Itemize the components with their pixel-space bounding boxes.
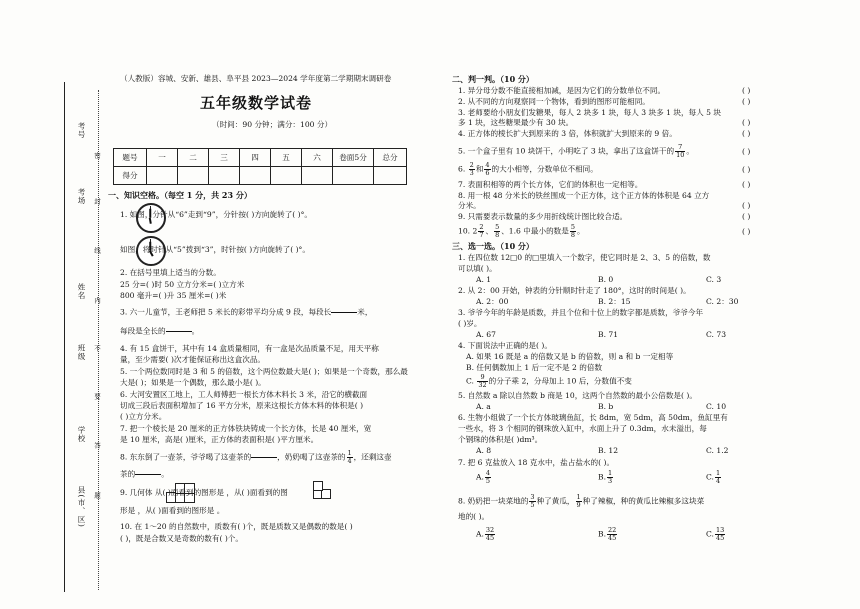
- q2-line: 2. 在括号里填上适当的分数。: [120, 268, 221, 277]
- score-head: 总分: [374, 149, 407, 167]
- judge-answer-9[interactable]: ( ): [742, 212, 751, 221]
- score-head: 题号: [114, 149, 147, 167]
- choice-q6-line2: 一些水，将 3 个相同的钢珠放入缸中，水面上升了 0.3dm，水未溢出，每: [458, 424, 707, 433]
- q8-text2: 茶的: [120, 469, 136, 479]
- fraction: $\frac{1}{4}$: [715, 469, 721, 485]
- answer-fraction-blank[interactable]: [135, 468, 161, 481]
- fraction: $\frac{13}{45}$: [715, 526, 725, 542]
- judge-item-10: 10. 2 $\frac{2}{7}$ 、 $\frac{5}{8}$ 、1.6 中最小的数是 $\frac{5}{8}$ 。: [458, 223, 585, 239]
- view-shape: [313, 481, 323, 491]
- q3-line1: 3. 六一儿童节，王老师把 5 米长的彩带平均分成 9 段，每段长 米，: [120, 306, 372, 319]
- label-kaohao: 考号: [77, 122, 86, 139]
- judge-item-4: 4. 正方体的棱长扩大到原来的 3 倍，体积就扩大到原来的 9 倍。: [458, 129, 677, 138]
- option-a[interactable]: A. 2：00: [476, 297, 509, 306]
- fraction: $\frac{22}{45}$: [608, 526, 617, 542]
- option-c[interactable]: C. 3: [706, 275, 722, 284]
- q2-line: 25 分=( )时 50 立方分米=( )立方米: [120, 280, 245, 289]
- option-c[interactable]: C. $\frac{1}{4}$: [706, 469, 721, 485]
- answer-fraction-blank[interactable]: [166, 325, 192, 338]
- score-cell[interactable]: [271, 167, 302, 185]
- q7-line2: 是 10 厘米，高是( )厘米，正方体的表面积是( )平方厘米。: [120, 435, 319, 444]
- score-cell[interactable]: [147, 167, 178, 185]
- fraction: $\frac{32}{45}$: [485, 526, 495, 542]
- judge-item-5: 5. 一个盒子里有 10 块饼干，小明吃了 3 块，拿出了这盒饼干的 $\frac{7}{10}$ 。: [458, 143, 694, 159]
- seal-char: 不: [93, 345, 101, 353]
- option-a[interactable]: A. 1: [476, 275, 492, 284]
- q10-line2: ( )，既是合数又是奇数的数有( )个。: [120, 534, 243, 543]
- seal-char: 线: [93, 247, 101, 255]
- choice-q7: 7. 把 6 克盐放入 18 克水中，盐占盐水的( )。: [458, 458, 615, 467]
- choice-q2: 2. 从 2：00 开始，钟表的分针顺时针走了 180°，这时的时间是( )。: [458, 286, 691, 295]
- fraction: $\frac{1}{9}$: [576, 493, 581, 509]
- option-a[interactable]: A. 8: [476, 446, 492, 455]
- judge-answer-1[interactable]: ( ): [742, 86, 751, 95]
- option-c[interactable]: C. 1.2: [706, 446, 729, 455]
- seal-char: 答: [93, 442, 101, 450]
- judge-answer-6[interactable]: ( ): [742, 165, 751, 174]
- q9-line2: 形是 ，从( )面看到的图形是 。: [120, 506, 225, 515]
- score-cell: 得分: [114, 167, 147, 185]
- q4-line1: 4. 有 15 盒饼干，其中有 14 盒质量相同，有一盒是次品质量不足，用天平称: [120, 344, 379, 353]
- q5-line1: 5. 一个两位数同时是 3 和 5 的倍数，这个两位数最大是( )；如果是一个奇数，那么最: [120, 367, 408, 376]
- option-c[interactable]: C. 2：30: [706, 297, 739, 306]
- choice-q1-line2: 可以填( )。: [458, 264, 497, 273]
- seal-dotted-line: [98, 90, 99, 590]
- seal-char: 密: [93, 152, 101, 160]
- fraction: $\frac{4}{5}$: [485, 469, 491, 485]
- exam-subtitle: （人教版）容城、安新、雄县、阜平县 2023—2024 学年度第二学期期末调研卷: [120, 74, 392, 83]
- answer-fraction-blank[interactable]: [251, 451, 277, 464]
- option-b[interactable]: B. $\frac{22}{45}$: [598, 526, 617, 542]
- judge-item-1: 1. 异分母分数不能直接相加减，是因为它们的分数单位不同。: [458, 86, 666, 95]
- option-a[interactable]: A. 如果 16 既是 a 的倍数又是 b 的倍数，则 a 和 b 一定相等: [466, 352, 674, 361]
- label-banji: 班级: [77, 344, 86, 361]
- option-c[interactable]: C. $\frac{13}{45}$: [706, 526, 725, 542]
- choice-q8-line2: 地的( )。: [458, 512, 490, 521]
- fraction: $\frac{3}{5}$: [530, 493, 535, 509]
- option-c[interactable]: C. 73: [706, 330, 727, 339]
- choice-q8-line1: 8. 奶奶把一块菜地的 $\frac{3}{5}$ 种了黄瓜， $\frac{1}{9}$ 种了辣椒，种的黄瓜比辣椒多这块菜: [458, 493, 705, 509]
- choice-q3-line1: 3. 爷爷今年的年龄是质数，并且个位和十位上的数字都是质数，爷爷今年: [458, 308, 704, 317]
- option-c[interactable]: C. 10: [706, 402, 727, 411]
- score-cell[interactable]: [178, 167, 209, 185]
- q8-text: 8. 东东倒了一壶茶，爷爷喝了这壶茶的: [120, 452, 252, 462]
- fraction: $\frac{9}{32}$: [478, 373, 487, 389]
- q10-line1: 10. 在 1～20 的自然数中，质数有( )个，既是质数又是偶数的数是( ): [120, 522, 353, 531]
- answer-fraction-blank[interactable]: [331, 306, 357, 319]
- score-cell[interactable]: [240, 167, 271, 185]
- judge-item-8b: 分米。: [458, 201, 481, 210]
- q2-line: 800 毫升=( )升 35 厘米=( )米: [120, 291, 227, 300]
- judge-5-text: 5. 一个盒子里有 10 块饼干，小明吃了 3 块，拿出了这盒饼干的: [458, 146, 675, 156]
- score-cell[interactable]: [302, 167, 333, 185]
- score-head: 四: [240, 149, 271, 167]
- section3-heading: 三、选一选。（10 分）: [452, 241, 534, 251]
- score-head: 六: [302, 149, 333, 167]
- option-b[interactable]: B. 0: [598, 275, 614, 284]
- score-table: [113, 148, 407, 185]
- option-c[interactable]: C. $\frac{9}{32}$ 的分子乘 2，分母加上 10 后，分数值不变: [466, 373, 632, 389]
- q6-line1: 6. 大河安置区工地上，工人师傅把一根长方体木料长 3 米，沿它的横截面: [120, 390, 368, 399]
- sidebar-rule: [64, 82, 65, 592]
- judge-answer-10[interactable]: ( ): [742, 227, 751, 236]
- fraction: $\frac{4}{6}$: [485, 161, 490, 177]
- choice-q4: 4. 下面说法中正确的是( )。: [458, 341, 552, 350]
- seal-char: 题: [93, 492, 101, 500]
- fraction: $\frac{5}{8}$: [495, 223, 500, 239]
- q8-line1: 8. 东东倒了一壶茶，爷爷喝了这壶茶的 ，奶奶喝了这壶茶的 $\frac{1}{4}$ ，还剩这壶: [120, 449, 392, 465]
- fraction: $\frac{5}{8}$: [570, 223, 575, 239]
- score-head: 卷面5分: [333, 149, 374, 167]
- score-cell[interactable]: [374, 167, 407, 185]
- seal-char: 要: [93, 393, 101, 401]
- exam-meta: （时间：90 分钟；满分：100 分）: [212, 120, 333, 129]
- judge-answer-2[interactable]: ( ): [742, 97, 751, 106]
- fraction: $\frac{7}{10}$: [676, 143, 685, 159]
- q8-line2: 茶的 。: [120, 468, 169, 481]
- judge-answer-5[interactable]: ( ): [742, 147, 751, 156]
- section2-heading: 二、判一判。（10 分）: [452, 74, 534, 84]
- seal-char: 封: [93, 198, 101, 206]
- judge-answer-7[interactable]: ( ): [742, 180, 751, 189]
- score-head: 一: [147, 149, 178, 167]
- option-a[interactable]: A. $\frac{32}{45}$: [476, 526, 495, 542]
- q7-line1: 7. 把一个棱长是 20 厘米的正方体铁块铸成一个长方体，长是 40 厘米，宽: [120, 424, 372, 433]
- fraction: $\frac{1}{3}$: [608, 469, 613, 485]
- score-cell[interactable]: [209, 167, 240, 185]
- label-xuexiao: 学校: [77, 426, 86, 443]
- judge-item-9: 9. 只需要表示数量的多少用折线统计图比较合适。: [458, 212, 628, 221]
- section1-heading: 一、知识空格。（每空 1 分，共 23 分）: [108, 190, 252, 200]
- q1-line2: 如图，将时针从“5”拨到“3”，时针按( )方向旋转了( )°。: [120, 245, 310, 254]
- judge-item-3b: 多 1 块，这些糖果最少有 30 块。: [458, 118, 574, 127]
- score-cell[interactable]: [333, 167, 374, 185]
- label-xingming: 姓名: [77, 283, 86, 300]
- judge-answer-8[interactable]: ( ): [742, 201, 751, 210]
- judge-item-2: 2. 从不同的方向观察同一个物体，看到的图形可能相同。: [458, 97, 650, 106]
- score-head: 二: [178, 149, 209, 167]
- score-head: 三: [209, 149, 240, 167]
- choice-q5: 5. 自然数 a 除以自然数 b 商是 10，这两个自然数的最小公倍数是( )。: [458, 391, 697, 400]
- choice-q1-line1: 1. 在四位数 12□0 的□里填入一个数字，使它同时是 2、3、5 的倍数，数: [458, 253, 711, 262]
- judge-answer-4[interactable]: ( ): [742, 129, 751, 138]
- label-county: 县(市、区): [77, 486, 86, 528]
- judge-item-7: 7. 表面积相等的两个长方体，它们的体积也一定相等。: [458, 180, 643, 189]
- q3-text2: 每段是全长的: [120, 326, 166, 336]
- seal-char: 内: [93, 297, 101, 305]
- option-b[interactable]: B. 12: [598, 446, 619, 455]
- choice-q6-line1: 6. 生物小组做了一个长方体玻璃鱼缸，长 8dm，宽 5dm，高 50dm，鱼缸里有: [458, 413, 728, 422]
- option-b[interactable]: B. b: [598, 402, 614, 411]
- q5-line2: 大是( )；如果是一个偶数，那么最小是( )。: [120, 378, 266, 387]
- fraction: $\frac{2}{3}$: [469, 161, 474, 177]
- choice-q6-line3: 个钢珠的体积是( )dm³。: [458, 435, 543, 444]
- option-b[interactable]: B. 71: [598, 330, 619, 339]
- option-b[interactable]: B. $\frac{1}{3}$: [598, 469, 613, 485]
- judge-item-8: 8. 用一根 48 分米长的铁丝围成一个正方体，这个正方体的体积是 64 立方: [458, 191, 710, 200]
- judge-answer-3[interactable]: ( ): [742, 118, 751, 127]
- fraction: $\frac{1}{4}$: [347, 449, 352, 465]
- option-b[interactable]: B. 2：15: [598, 297, 631, 306]
- option-a[interactable]: A. $\frac{4}{5}$: [476, 469, 491, 485]
- choice-q3-line2: ( )岁。: [458, 319, 482, 328]
- label-kaochang: 考场: [77, 188, 86, 205]
- option-a[interactable]: A. 67: [476, 330, 496, 339]
- q9-line1: 9. 几何体 从( )面看到的图形是 ，从( )面看到的图: [120, 488, 288, 497]
- q3-text: 3. 六一儿童节，王老师把 5 米长的彩带平均分成 9 段，每段长: [120, 307, 332, 317]
- q1-line1: 1. 如图，分针从“6”走到“9”，分针按( )方向旋转了( )°。: [120, 210, 313, 219]
- fraction: $\frac{2}{7}$: [479, 223, 484, 239]
- score-head: 五: [271, 149, 302, 167]
- q4-line2: 量，至少需要( )次才能保证称出这盒次品。: [120, 355, 266, 364]
- option-a[interactable]: A. a: [476, 402, 491, 411]
- q6-line3: ( )立方分米。: [120, 412, 167, 421]
- exam-title: 五年级数学试卷: [200, 94, 313, 112]
- q6-line2: 切成三段后表面积增加了 16 平方分米，原来这根长方体木料的体积是( ): [120, 401, 364, 410]
- option-b[interactable]: B. 任何偶数加上 1 后一定不是 2 的倍数: [466, 363, 603, 372]
- q3-line2: 每段是全长的 。: [120, 325, 199, 338]
- judge-item-3: 3. 老师要给小朋友们发糖果，每人 2 块多 1 块，每人 3 块多 1 块，每人 5 块: [458, 108, 721, 117]
- judge-item-6: 6. $\frac{2}{3}$ 和 $\frac{4}{6}$ 的大小相等，分数单位不相同。: [458, 161, 598, 177]
